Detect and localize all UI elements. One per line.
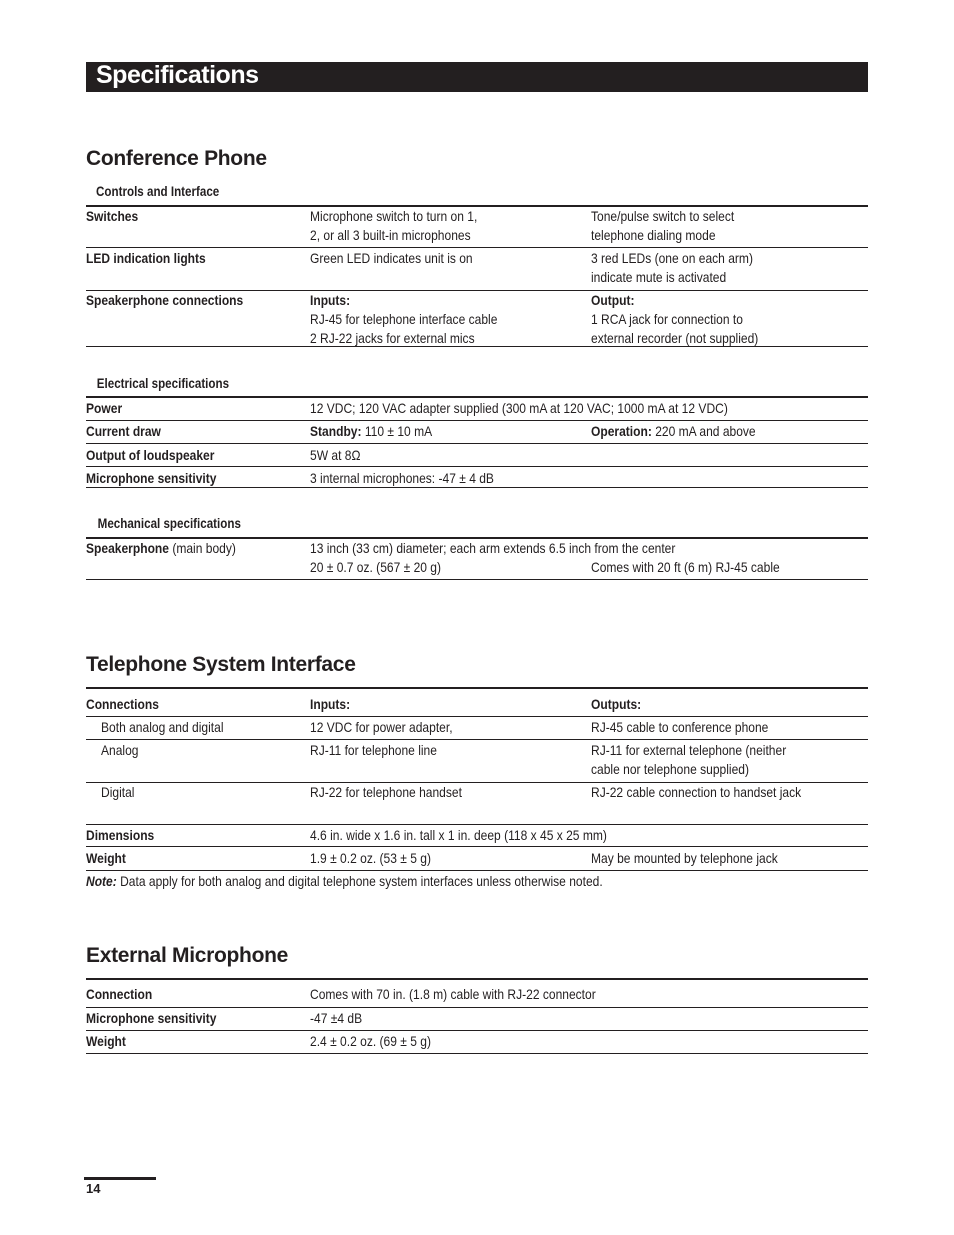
- divider: [86, 1030, 868, 1031]
- note-text: Data apply for both analog and digital telephone system interfaces unless otherwise noted.: [116, 873, 603, 889]
- external-microphone-heading: External Microphone: [86, 944, 289, 967]
- led-col3-line2: indicate mute is activated: [591, 269, 727, 285]
- operation-amount: 220 mA and above: [651, 423, 756, 439]
- switches-label: Switches: [86, 208, 139, 224]
- spk-input-line2: 2 RJ-22 jacks for external mics: [310, 330, 475, 346]
- both-label: Both analog and digital: [101, 719, 224, 735]
- ext-mic-sensitivity-value: -47 ±4 dB: [310, 1010, 363, 1026]
- both-output: RJ-45 cable to conference phone: [591, 719, 769, 735]
- spk-input-line1: RJ-45 for telephone interface cable: [310, 311, 498, 327]
- analog-label: Analog: [101, 742, 139, 758]
- main-body-suffix: (main body): [168, 540, 236, 556]
- led-label: LED indication lights: [86, 250, 206, 266]
- divider: [86, 846, 868, 847]
- mic-sensitivity-label: Microphone sensitivity: [86, 470, 217, 486]
- analog-output-line2: cable nor telephone supplied): [591, 761, 749, 777]
- divider: [86, 396, 868, 398]
- connection-label: Connection: [86, 986, 153, 1002]
- page-title: Specifications: [96, 61, 259, 89]
- spk-output-line1: 1 RCA jack for connection to: [591, 311, 743, 327]
- switches-col2-line1: Microphone switch to turn on 1,: [310, 208, 478, 224]
- divider: [86, 443, 868, 444]
- power-label: Power: [86, 400, 123, 416]
- weight-note: May be mounted by telephone jack: [591, 850, 778, 866]
- controls-interface-subheading: Controls and Interface: [96, 184, 220, 199]
- ext-mic-sensitivity-label: Microphone sensitivity: [86, 1010, 217, 1026]
- switches-col3-line1: Tone/pulse switch to select: [591, 208, 735, 224]
- led-col3-line1: 3 red LEDs (one on each arm): [591, 250, 753, 266]
- divider: [86, 1007, 868, 1008]
- electrical-subheading: Electrical specifications: [96, 376, 230, 391]
- connections-label: Connections: [86, 696, 159, 712]
- divider: [86, 247, 868, 248]
- divider: [86, 978, 868, 980]
- page-number: 14: [86, 1181, 101, 1196]
- standby-label: Standby:: [310, 423, 362, 439]
- digital-input: RJ-22 for telephone handset: [310, 784, 462, 800]
- switches-col3-line2: telephone dialing mode: [591, 227, 716, 243]
- outputs-label: Outputs:: [591, 696, 642, 712]
- divider: [86, 739, 868, 740]
- dimensions-value: 4.6 in. wide x 1.6 in. tall x 1 in. deep (118 x 45 x 25 mm): [310, 827, 607, 843]
- standby-value: [310, 422, 432, 441]
- mechanical-subheading: Mechanical specifications: [97, 516, 241, 531]
- connection-value: Comes with 70 in. (1.8 m) cable with RJ-22 connector: [310, 986, 596, 1002]
- inputs-label: Inputs:: [310, 696, 351, 712]
- operation-value: [591, 422, 756, 441]
- dimensions-label: Dimensions: [86, 827, 155, 843]
- current-draw-label: Current draw: [86, 423, 161, 439]
- telephone-interface-heading: Telephone System Interface: [86, 653, 356, 676]
- weight-label: Weight: [86, 850, 126, 866]
- spk-output-label: Output:: [591, 292, 635, 308]
- speakerphone-connections-label: Speakerphone connections: [86, 292, 244, 308]
- speakerphone-word: Speakerphone: [86, 540, 169, 556]
- divider: [86, 1053, 868, 1054]
- switches-col2-line2: 2, or all 3 built-in microphones: [310, 227, 471, 243]
- weight-value: 1.9 ± 0.2 oz. (53 ± 5 g): [310, 850, 431, 866]
- spk-output-line2: external recorder (not supplied): [591, 330, 759, 346]
- power-value: 12 VDC; 120 VAC adapter supplied (300 mA at 120 VAC; 1000 mA at 12 VDC): [310, 400, 728, 416]
- body-weight: 20 ± 0.7 oz. (567 ± 20 g): [310, 559, 442, 575]
- page-title-bar: [86, 62, 868, 92]
- divider: [86, 687, 868, 689]
- footer-rule: [84, 1177, 156, 1180]
- conference-phone-heading: Conference Phone: [86, 147, 267, 170]
- digital-label: Digital: [101, 784, 135, 800]
- divider: [86, 716, 868, 717]
- divider: [86, 487, 868, 488]
- led-col2: Green LED indicates unit is on: [310, 250, 473, 266]
- mic-sensitivity-value: 3 internal microphones: -47 ± 4 dB: [310, 470, 494, 486]
- note-label: Note:: [86, 873, 117, 889]
- standby-amount: 110 ± 10 mA: [361, 423, 433, 439]
- analog-input: RJ-11 for telephone line: [310, 742, 437, 758]
- digital-output: RJ-22 cable connection to handset jack: [591, 784, 802, 800]
- ext-weight-value: 2.4 ± 0.2 oz. (69 ± 5 g): [310, 1033, 431, 1049]
- divider: [86, 824, 868, 825]
- spk-inputs-label: Inputs:: [310, 292, 351, 308]
- operation-label: Operation:: [591, 423, 652, 439]
- note: [86, 872, 603, 891]
- divider: [86, 579, 868, 580]
- body-cable: Comes with 20 ft (6 m) RJ-45 cable: [591, 559, 780, 575]
- divider: [86, 870, 868, 871]
- divider: [86, 466, 868, 467]
- divider: [86, 346, 868, 347]
- speakerphone-body-label: [86, 539, 236, 558]
- loudspeaker-label: Output of loudspeaker: [86, 447, 215, 463]
- both-input: 12 VDC for power adapter,: [310, 719, 453, 735]
- ext-weight-label: Weight: [86, 1033, 126, 1049]
- body-dimension: 13 inch (33 cm) diameter; each arm extends 6.5 inch from the center: [310, 540, 676, 556]
- analog-output-line1: RJ-11 for external telephone (neither: [591, 742, 787, 758]
- divider: [86, 420, 868, 421]
- loudspeaker-value: 5W at 8Ω: [310, 447, 361, 463]
